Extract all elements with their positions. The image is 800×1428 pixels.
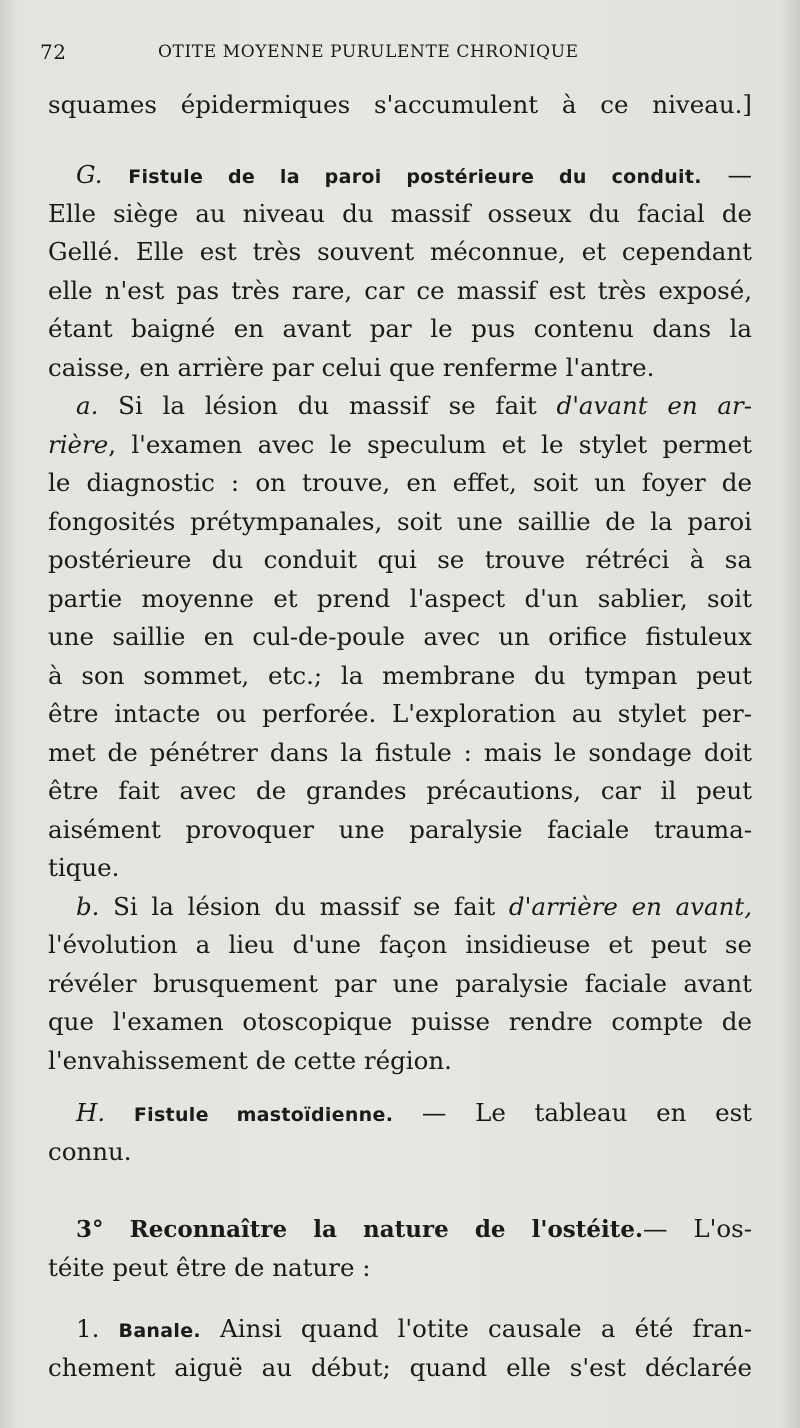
subsection-b-italic: d'arrière en avant, [508,891,752,921]
text-line: aisément provoquer une paralysie faciale trauma- [48,814,752,844]
text-line: le diagnostic : on trouve, en effet, soit un foyer de [48,468,752,497]
text-line: postérieure du conduit qui se trouve rétréci à sa [48,545,752,574]
text-line: à son sommet, etc.; la membrane du tympan peut [48,660,752,690]
text-line: fongosités prétympanales, soit une saillie de la paroi [48,506,752,536]
text-line: étant baigné en avant par le pus contenu dans la [48,314,752,343]
text-line: téite peut être de nature : [48,1252,371,1282]
italic-word: rière [48,429,109,459]
subsection-a-marker: a. [76,391,99,420]
item-1-line [48,1310,752,1349]
text-line: être fait avec de grandes précautions, car il peut [48,776,752,805]
subsection-a-italic: d'avant en ar- [556,391,752,420]
body-text [48,86,752,125]
text-line: l'évolution a lieu d'une façon insidieuse et peut se [48,930,752,959]
text-line: être intacte ou perforée. L'exploration au stylet per- [48,699,752,728]
text-line [48,426,752,465]
section-g-heading: Fistule de la paroi postérieure du conduit. [128,166,702,188]
item-1-marker: 1. [76,1314,100,1343]
section-3-heading-line [48,1210,752,1249]
subsection-a-line [48,387,752,426]
section-h-rest: — Le tableau en est [393,1098,752,1127]
text-line: Elle siège au niveau du massif osseux du facial de [48,198,752,228]
text-line: tique. [48,853,120,882]
running-title: OTITE MOYENNE PURULENTE CHRONIQUE [158,42,579,62]
text-line: partie moyenne et prend l'aspect d'un sablier, soit [48,583,752,613]
page-number: 72 [40,40,67,64]
section-3 [48,1210,752,1287]
subsection-b-marker: b. [76,891,100,921]
text-line: une saillie en cul-de-poule avec un orifice fistuleux [48,622,752,651]
section-h-marker: H. [76,1098,106,1127]
subsection-b-text: Si la lésion du massif se fait [99,891,509,921]
section-g [48,156,752,1080]
section-g-marker: G. [76,160,103,189]
text-line: elle n'est pas très rare, car ce massif est très exposé, [48,275,752,305]
text-run: , l'examen avec le speculum et le stylet permet [108,429,752,459]
subsection-b-line [48,888,752,927]
section-g-dash: — [701,160,752,189]
text-line: l'envahissement de cette région. [48,1045,452,1075]
subsection-a-text: Si la lésion du massif se fait [98,391,557,420]
page-header [40,40,760,70]
section-h [48,1094,752,1171]
text-line: squames épidermiques s'accumulent à ce niveau.] [48,90,752,119]
text-line: révéler brusquement par une paralysie faciale avant [48,968,752,998]
text-line: chement aiguë au début; quand elle s'est déclarée [48,1352,752,1382]
text-line: met de pénétrer dans la fistule : mais le sondage doit [48,737,752,767]
item-1-rest: Ainsi quand l'otite causale a été fran- [200,1314,752,1343]
text-line: caisse, en arrière par celui que renferme l'antre. [48,352,655,382]
section-g-heading-line [48,156,752,195]
section-h-heading: Fistule mastoïdienne. [133,1104,394,1126]
text-line: Gellé. Elle est très souvent méconnue, et cependant [48,237,752,266]
item-1 [48,1310,752,1387]
text-line: connu. [48,1136,132,1166]
section-3-heading: 3° Reconnaître la nature de l'ostéite. [76,1216,643,1243]
item-1-heading: Banale. [118,1320,201,1342]
section-h-heading-line [48,1094,752,1133]
text-line: que l'examen otoscopique puisse rendre compte de [48,1007,752,1036]
section-3-rest: — L'os- [643,1214,752,1243]
